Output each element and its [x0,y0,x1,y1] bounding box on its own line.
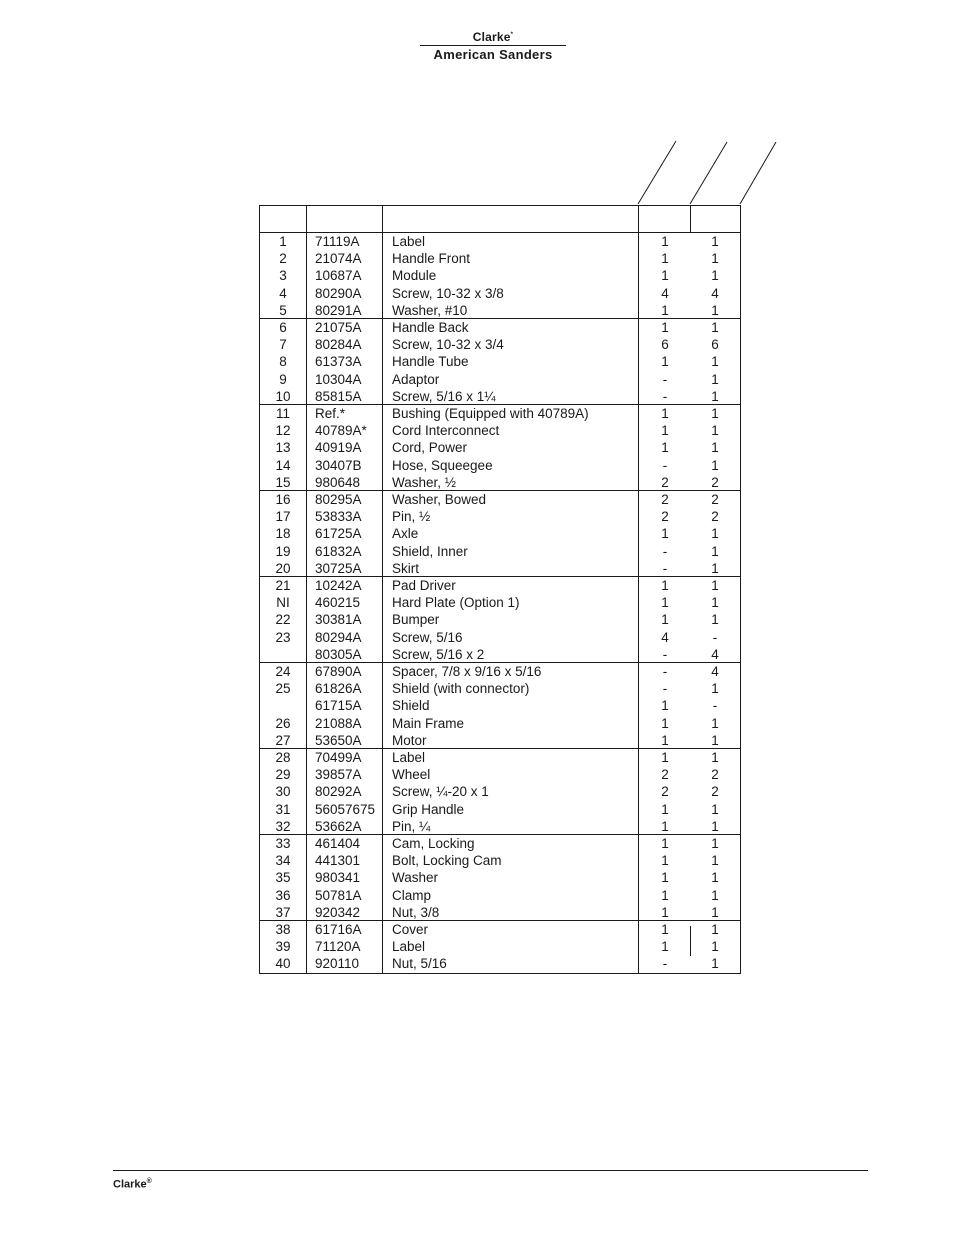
part-number: 67890A [315,664,362,679]
table-row [260,577,740,594]
description: Cover [392,922,429,937]
ref-number: 40 [275,956,291,972]
part-number: 61373A [315,354,362,370]
description: Screw, 5/16 x 1¼ [392,388,496,404]
ref-number: 23 [275,629,291,645]
quantity-model-2: 1 [711,732,719,748]
description: Screw, ¼-20 x 1 [392,784,489,800]
quantity-model-2: 2 [711,474,719,490]
quantity-model-2: 1 [711,268,719,284]
quantity-model-2: 1 [711,818,719,834]
part-number: 53662A [315,818,362,834]
ref-number: 2 [279,251,287,267]
table-row [260,835,740,852]
quantity-model-1: 1 [661,268,669,284]
quantity-model-2: 1 [711,750,719,765]
ref-number: 3 [279,268,287,284]
part-number: 920342 [315,904,361,920]
quantity-model-2: 4 [711,664,719,679]
description: Washer [392,870,439,886]
quantity-model-1: 1 [661,234,669,249]
table-row [260,783,740,800]
quantity-model-1: 1 [661,302,669,318]
description: Handle Back [392,320,469,335]
table-row [260,766,740,783]
quantity-model-1: 2 [661,474,669,490]
ref-number: 16 [275,492,291,507]
quantity-model-1: - [662,371,668,387]
description: Adaptor [392,371,440,387]
table-row [260,439,740,456]
quantity-model-1: - [662,664,668,679]
ref-number: 22 [275,612,291,628]
description: Handle Tube [392,354,469,370]
description: Pin, ¼ [392,818,431,834]
quantity-model-1: 1 [661,612,669,628]
ref-number: 10 [275,388,291,404]
quantity-model-2: 1 [711,715,719,731]
description: Nut, 5/16 [392,956,447,972]
part-number: 80290A [315,285,362,301]
ref-number: 7 [279,337,287,353]
table-row [260,594,740,611]
ref-number: 29 [275,767,291,783]
table-row [260,285,740,302]
description: Pad Driver [392,578,456,593]
part-number: 39857A [315,767,362,783]
part-number: 40919A [315,440,362,456]
quantity-model-1: 2 [661,767,669,783]
part-number: 10304A [315,371,362,387]
quantity-model-2: 4 [711,285,719,301]
table-row [260,697,740,714]
part-number: 80291A [315,302,362,318]
quantity-model-2: 1 [711,543,719,559]
quantity-model-1: 1 [661,836,669,851]
description: Screw, 5/16 [392,629,463,645]
quantity-model-2: 1 [711,560,719,576]
table-row [260,336,740,353]
quantity-model-1: 1 [661,595,669,611]
quantity-model-2: 1 [711,853,719,869]
part-number: 80305A [315,646,362,662]
description: Label [392,234,426,249]
part-number: 980341 [315,870,361,886]
table-row [260,904,740,921]
table-row [260,319,740,336]
ref-number: 6 [279,320,287,335]
quantity-model-2: 1 [711,457,719,473]
quantity-model-2: 1 [711,423,719,439]
table-row [260,938,740,955]
description: Shield, Inner [392,543,468,559]
quantity-model-1: - [662,956,668,972]
ref-number: 1 [279,234,287,249]
description: Handle Front [392,251,471,267]
table-row [260,560,740,577]
table-row [260,474,740,491]
ref-number: 9 [279,371,287,387]
quantity-model-1: 1 [661,354,669,370]
part-number: 61832A [315,543,362,559]
part-number: 460215 [315,595,361,611]
group-divider [260,834,740,835]
quantity-model-1: 1 [661,750,669,765]
table-row [260,250,740,267]
ref-number: 15 [275,474,291,490]
quantity-model-1: 1 [661,904,669,920]
parts-list-table [259,205,741,974]
ref-number: 5 [279,302,287,318]
quantity-model-2: 1 [711,801,719,817]
quantity-model-2: 2 [711,784,719,800]
description: Clamp [392,887,432,903]
description: Label [392,750,426,765]
group-divider [260,490,740,491]
ref-number: 25 [275,681,291,697]
description: Washer, Bowed [392,492,487,507]
quantity-model-1: 1 [661,853,669,869]
ref-number: 8 [279,354,287,370]
quantity-model-1: 1 [661,870,669,886]
table-row [260,921,740,938]
description: Bolt, Locking Cam [392,853,502,869]
part-number: 61826A [315,681,362,697]
table-header-row [260,206,740,233]
description: Shield (with connector) [392,681,530,697]
part-number: 85815A [315,388,362,404]
quantity-model-2: 1 [711,578,719,593]
description: Bumper [392,612,440,628]
group-divider [260,748,740,749]
part-number: 80295A [315,492,362,507]
table-row [260,680,740,697]
table-row [260,732,740,749]
part-number: 980648 [315,474,361,490]
description: Cam, Locking [392,836,475,851]
footer-divider [113,1170,868,1171]
group-divider [260,920,740,921]
quantity-model-1: 1 [661,818,669,834]
quantity-model-2: 1 [711,887,719,903]
table-row [260,887,740,904]
part-number: 71120A [315,939,361,955]
part-number: 40789A* [315,423,367,439]
quantity-model-2: 6 [711,337,719,353]
description: Motor [392,732,427,748]
part-number: 10687A [315,268,362,284]
table-row [260,663,740,680]
description: Hose, Squeegee [392,457,493,473]
quantity-model-2: 1 [711,922,719,937]
quantity-model-2: 1 [711,939,719,955]
quantity-model-2: 4 [711,646,719,662]
table-row [260,852,740,869]
table-row [260,267,740,284]
description: Shield [392,698,430,714]
logo-divider [420,45,566,46]
ref-number: 32 [275,818,291,834]
part-number: 80292A [315,784,362,800]
part-number: 80284A [315,337,362,353]
quantity-model-2: 1 [711,354,719,370]
footer-brand: Clarke® [113,1178,152,1191]
part-number: Ref.* [315,406,346,421]
table-row [260,353,740,370]
description: Screw, 5/16 x 2 [392,646,485,662]
part-number: 21074A [315,251,362,267]
part-number: 80294A [315,629,362,645]
quantity-model-2: 2 [711,767,719,783]
table-row [260,869,740,886]
quantity-model-1: - [662,457,668,473]
quantity-model-2: 1 [711,320,719,335]
part-number: 70499A [315,750,362,765]
column-divider [690,206,691,232]
ref-number: 12 [275,423,291,439]
quantity-model-1: 1 [661,526,669,542]
table-row [260,508,740,525]
description: Module [392,268,437,284]
quantity-model-2: 1 [711,251,719,267]
quantity-model-1: 1 [661,939,669,955]
description: Washer, #10 [392,302,468,318]
ref-number: 13 [275,440,291,456]
description: Grip Handle [392,801,465,817]
ref-number: 21 [275,578,291,593]
quantity-model-1: - [662,681,668,697]
table-row [260,233,740,250]
ref-number: 34 [275,853,291,869]
quantity-model-2: 1 [711,406,719,421]
table-row [260,646,740,663]
ref-number: 17 [275,509,291,525]
table-row [260,749,740,766]
description: Spacer, 7/8 x 9/16 x 5/16 [392,664,542,679]
quantity-model-1: 1 [661,320,669,335]
quantity-model-2: 1 [711,371,719,387]
description: Hard Plate (Option 1) [392,595,520,611]
part-number: 10242A [315,578,362,593]
ref-number: 11 [275,406,290,421]
table-row [260,422,740,439]
quantity-model-1: 2 [661,492,669,507]
quantity-model-1: - [662,560,668,576]
quantity-model-1: 1 [661,801,669,817]
quantity-model-2: 1 [711,904,719,920]
table-row [260,457,740,474]
quantity-model-1: 2 [661,509,669,525]
quantity-model-1: 1 [661,251,669,267]
description: Nut, 3/8 [392,904,440,920]
quantity-model-2: 1 [711,956,719,972]
table-row [260,371,740,388]
quantity-model-2: 1 [711,302,719,318]
quantity-model-2: 1 [711,870,719,886]
description: Wheel [392,767,431,783]
quantity-model-1: 1 [661,715,669,731]
part-number: 30725A [315,560,362,576]
quantity-model-1: - [662,646,668,662]
description: Pin, ½ [392,509,431,525]
table-row [260,543,740,560]
description: Cord Interconnect [392,423,500,439]
ref-number: 35 [275,870,291,886]
description: Skirt [392,560,419,576]
ref-number: 38 [275,922,291,937]
description: Washer, ½ [392,474,457,490]
table-row [260,405,740,422]
logo-brand-line: Clarke* [472,30,514,44]
quantity-model-1: 1 [661,732,669,748]
description: Screw, 10-32 x 3/4 [392,337,504,353]
ref-number: 24 [275,664,291,679]
quantity-model-2: 1 [711,388,719,404]
ref-number: 27 [275,732,291,748]
quantity-model-1: 6 [661,337,669,353]
quantity-model-1: 4 [661,629,669,645]
description: Main Frame [392,715,465,731]
ref-number: 28 [275,750,291,765]
quantity-model-2: - [712,698,718,714]
group-divider [260,662,740,663]
quantity-model-2: 1 [711,595,719,611]
quantity-model-2: 2 [711,492,719,507]
part-number: 61716A [315,922,362,937]
quantity-model-2: - [712,629,718,645]
quantity-model-2: 1 [711,234,719,249]
quantity-model-1: 1 [661,423,669,439]
part-number: 53650A [315,732,362,748]
quantity-model-2: 1 [711,681,719,697]
part-number: 61715A [315,698,362,714]
part-number: 461404 [315,836,361,851]
part-number: 920110 [315,956,360,972]
logo-subbrand-line: American Sanders [433,47,553,62]
part-number: 56057675 [315,801,376,817]
table-row [260,525,740,542]
company-logo [420,28,566,62]
quantity-model-1: 1 [661,578,669,593]
ref-number: 33 [275,836,291,851]
table-row [260,629,740,646]
part-number: 441301 [315,853,361,869]
table-row [260,611,740,628]
part-number: 53833A [315,509,362,525]
ref-number: 31 [275,801,291,817]
part-number: 50781A [315,887,362,903]
description: Axle [392,526,419,542]
quantity-model-1: - [662,388,668,404]
part-number: 71119A [315,234,360,249]
group-divider [260,576,740,577]
part-number: 30381A [315,612,362,628]
ref-number: 39 [275,939,291,955]
table-row [260,388,740,405]
ref-number: 26 [275,715,291,731]
ref-number: 36 [275,887,291,903]
table-row [260,818,740,835]
quantity-model-1: 1 [661,406,669,421]
quantity-model-2: 1 [711,526,719,542]
description: Label [392,939,426,955]
group-divider [260,404,740,405]
quantity-model-2: 1 [711,612,719,628]
ref-number: 4 [279,285,287,301]
table-row [260,801,740,818]
quantity-model-2: 1 [711,836,719,851]
table-row [260,491,740,508]
ref-number: 30 [275,784,291,800]
ref-number: 14 [275,457,291,473]
part-number: 21075A [315,320,362,335]
description: Cord, Power [392,440,468,456]
quantity-model-1: 1 [661,922,669,937]
ref-number: 20 [275,560,291,576]
group-divider [260,318,740,319]
quantity-model-1: 1 [661,440,669,456]
part-number: 61725A [315,526,362,542]
ref-number: 19 [275,543,291,559]
ref-number: 18 [275,526,291,542]
ref-number: NI [276,595,290,611]
part-number: 30407B [315,457,362,473]
quantity-model-1: 4 [661,285,669,301]
ref-number: 37 [275,904,291,920]
part-number: 21088A [315,715,362,731]
table-row [260,715,740,732]
table-row [260,302,740,319]
quantity-model-1: 1 [661,698,669,714]
quantity-model-2: 1 [711,440,719,456]
description: Bushing (Equipped with 40789A) [392,406,589,421]
table-row [260,955,740,972]
description: Screw, 10-32 x 3/8 [392,285,504,301]
quantity-model-2: 2 [711,509,719,525]
quantity-model-1: 2 [661,784,669,800]
quantity-model-1: 1 [661,887,669,903]
quantity-model-1: - [662,543,668,559]
